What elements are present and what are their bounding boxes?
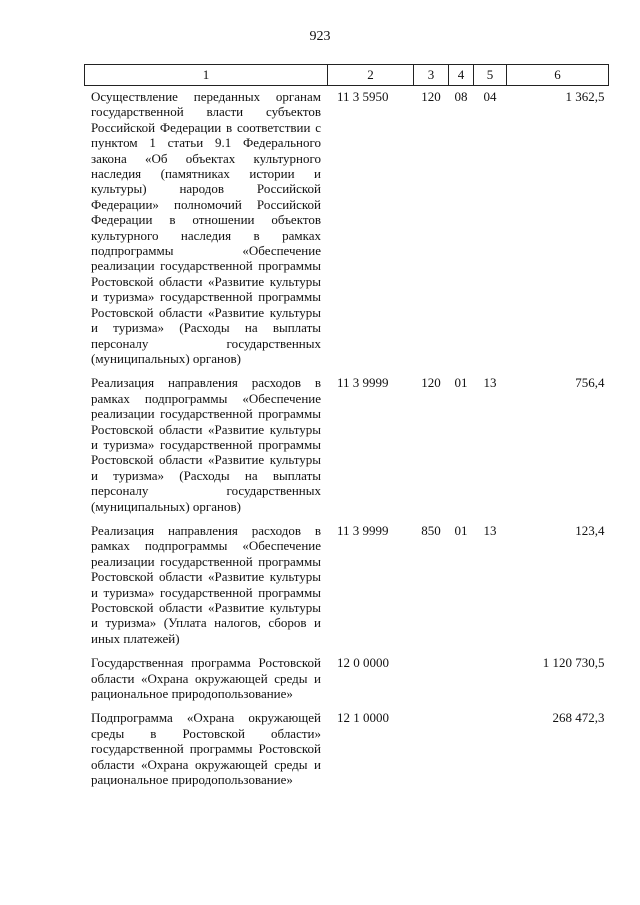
row-vr: 120 (421, 89, 441, 104)
row-pr: 13 (483, 375, 497, 391)
table-row (85, 86, 609, 373)
table-row (85, 707, 609, 793)
row-code: 12 0 0000 (337, 655, 389, 671)
row-pr: 04 (483, 89, 497, 104)
row-amount: 1 362,5 (565, 89, 605, 104)
table-row (85, 520, 609, 652)
row-name: Государственная программа Ростовской области «Охрана окружающей среды и рациональное природопользование» (91, 655, 321, 702)
row-vr (414, 652, 449, 707)
row-pr: 13 (483, 522, 497, 538)
header-col-pr: 5 (474, 65, 507, 86)
row-code: 11 3 9999 (337, 375, 389, 391)
row-name: Реализация направления расходов в рамках подпрограммы «Обеспечение реализации государственной программы Ростовской области «Развитие культуры и туризма» государственной программы Ростовской области «Развитие культуры и туризма» (Расходы на выплаты персоналу государственных (муниципальных) органов) (91, 375, 321, 514)
row-vr: 120 (421, 375, 441, 391)
row-rz (449, 707, 474, 793)
row-rz: 01 (454, 375, 468, 391)
row-name: Реализация направления расходов в рамках подпрограммы «Обеспечение реализации государственной программы Ростовской области «Развитие культуры и туризма» государственной программы Ростовской области «Развитие культуры и туризма» (Уплата налогов, сборов и иных платежей) (91, 522, 321, 646)
row-amount: 756,4 (575, 375, 605, 391)
header-col-code: 2 (328, 65, 414, 86)
budget-table (84, 64, 609, 793)
row-amount: 123,4 (575, 522, 605, 538)
table-header (85, 65, 609, 86)
header-col-amount: 6 (507, 65, 609, 86)
header-row (85, 65, 609, 86)
row-name: Подпрограмма «Охрана окружающей среды в Ростовской области» государственной программы Ростовской области «Охрана окружающей среды и рациональное природопользование» (91, 710, 321, 788)
row-rz: 08 (454, 89, 468, 104)
row-pr (474, 652, 507, 707)
row-name: Осуществление переданных органам государственной власти субъектов Российской Федерации в соответствии с пунктом 1 статьи 9.1 Федерального закона «Об объектах культурного наследия (памятниках истории и культуры) народов Российской Федерации» полномочий Российской Федерации в отношении объектов культурного наследия в рамках подпрограммы «Обеспечение реализации государственной программы Ростовской области «Развитие культуры и туризма» государственной программы Ростовской области «Развитие культуры и туризма» (Расходы на выплаты персоналу государственных (муниципальных) органов) (91, 89, 321, 366)
table-row (85, 372, 609, 520)
row-code: 11 3 5950 (337, 89, 389, 104)
row-rz: 01 (454, 522, 468, 538)
row-code: 11 3 9999 (337, 522, 389, 538)
row-amount: 1 120 730,5 (542, 655, 605, 671)
row-code: 12 1 0000 (337, 710, 389, 726)
table-row (85, 652, 609, 707)
row-amount: 268 472,3 (552, 710, 605, 726)
header-col-rz: 4 (449, 65, 474, 86)
page-number: 923 (309, 29, 331, 44)
row-pr (474, 707, 507, 793)
header-col-name: 1 (85, 65, 328, 86)
row-vr (414, 707, 449, 793)
row-vr: 850 (421, 522, 441, 538)
row-rz (449, 652, 474, 707)
table-body (85, 86, 609, 794)
header-col-vr: 3 (414, 65, 449, 86)
